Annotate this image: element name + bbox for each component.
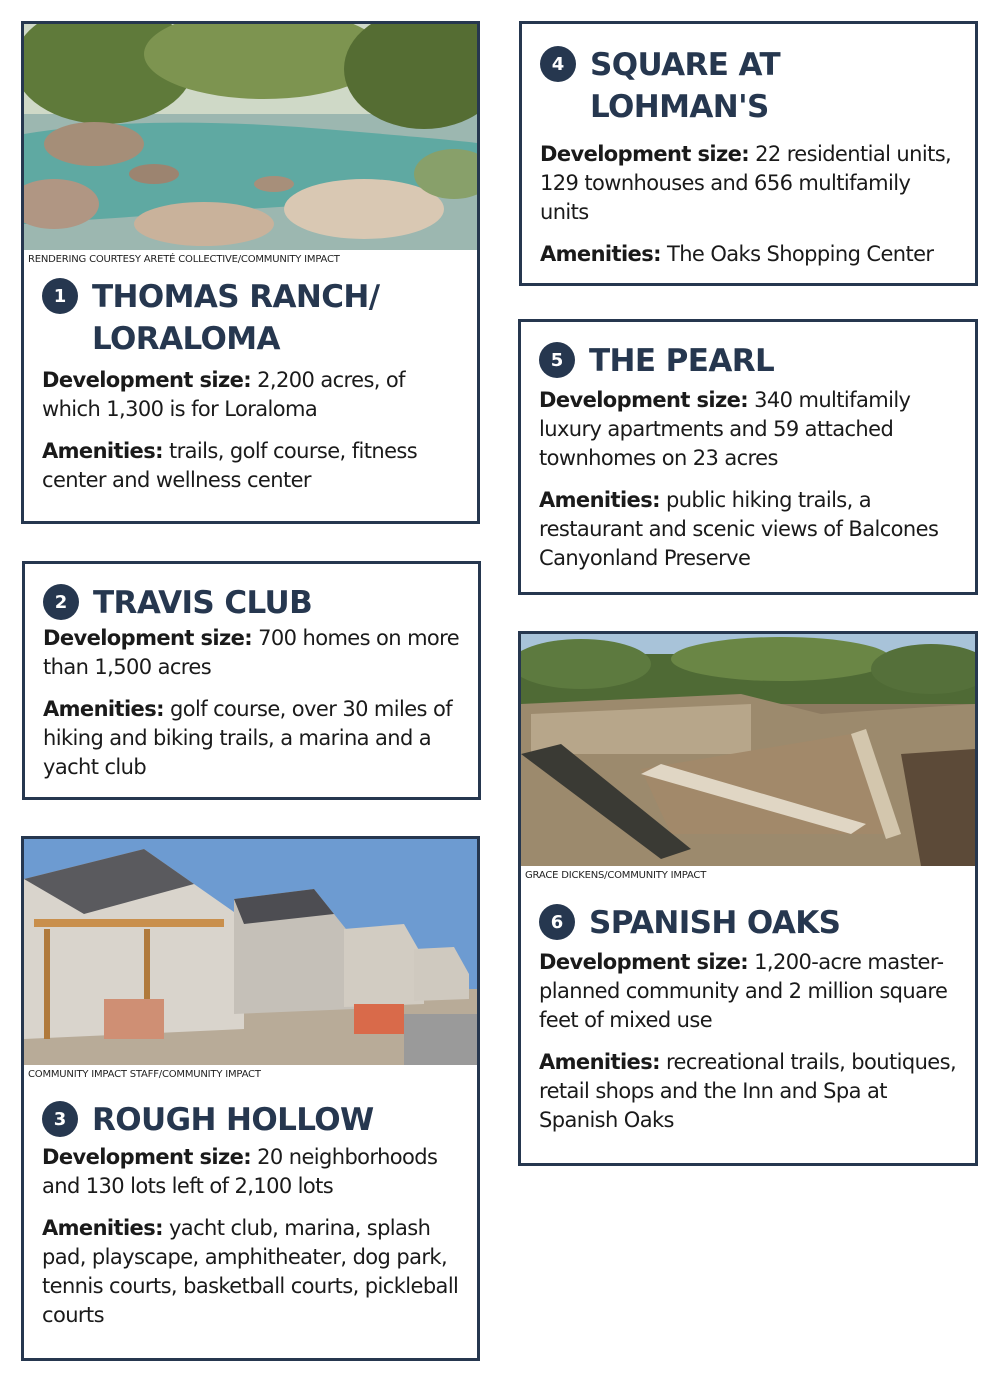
photo-thomas-ranch [24, 24, 477, 250]
amenities: Amenities: The Oaks Shopping Center [540, 242, 934, 266]
number-badge: 6 [539, 904, 575, 940]
card-title: THE PEARL [589, 343, 775, 379]
number-badge: 2 [43, 584, 79, 620]
card-thomas-ranch [21, 21, 480, 524]
amenities: Amenities: public hiking trails, a restaurant and scenic views of Balcones Canyonland Preserve [539, 488, 939, 570]
number-badge: 5 [539, 342, 575, 378]
card-rough-hollow [21, 836, 480, 1361]
card-the-pearl [518, 319, 978, 595]
development-size: Development size: 1,200-acre master-planned community and 2 million square feet of mixed use [539, 950, 948, 1032]
photo-credit: COMMUNITY IMPACT STAFF/COMMUNITY IMPACT [28, 1069, 261, 1080]
number-badge: 1 [42, 278, 78, 314]
amenities: Amenities: trails, golf course, fitness center and wellness center [42, 439, 418, 492]
card-title: TRAVIS CLUB [93, 585, 313, 621]
development-size: Development size: 20 neighborhoods and 130 lots left of 2,100 lots [42, 1145, 438, 1198]
amenities: Amenities: yacht club, marina, splash pad, playscape, amphitheater, dog park, tennis courts, basketball courts, pickleball courts [42, 1216, 459, 1327]
development-size: Development size: 340 multifamily luxury apartments and 59 attached townhomes on 23 acres [539, 388, 911, 470]
photo-spanish-oaks [521, 634, 975, 866]
development-size: Development size: 700 homes on more than 1,500 acres [43, 626, 460, 679]
number-badge: 4 [540, 46, 576, 82]
amenities: Amenities: golf course, over 30 miles of hiking and biking trails, a marina and a yacht club [43, 697, 453, 779]
card-title: SPANISH OAKS [589, 905, 841, 941]
card-square-at-lohmans [519, 21, 978, 286]
card-travis-club [22, 561, 481, 800]
photo-rough-hollow [24, 839, 477, 1065]
card-spanish-oaks [518, 631, 978, 1166]
card-title: ROUGH HOLLOW [92, 1102, 374, 1138]
photo-credit: RENDERING COURTESY ARETÉ COLLECTIVE/COMMUNITY IMPACT [28, 254, 340, 265]
development-size: Development size: 2,200 acres, of which 1,300 is for Loraloma [42, 368, 405, 421]
number-badge: 3 [42, 1101, 78, 1137]
photo-credit: GRACE DICKENS/COMMUNITY IMPACT [525, 870, 707, 881]
card-title: SQUARE AT LOHMAN'S [590, 47, 781, 125]
amenities: Amenities: recreational trails, boutiques, retail shops and the Inn and Spa at Spanish Oaks [539, 1050, 957, 1132]
card-title: THOMAS RANCH/ LORALOMA [92, 279, 380, 357]
development-size: Development size: 22 residential units, 129 townhouses and 656 multifamily units [540, 142, 952, 224]
